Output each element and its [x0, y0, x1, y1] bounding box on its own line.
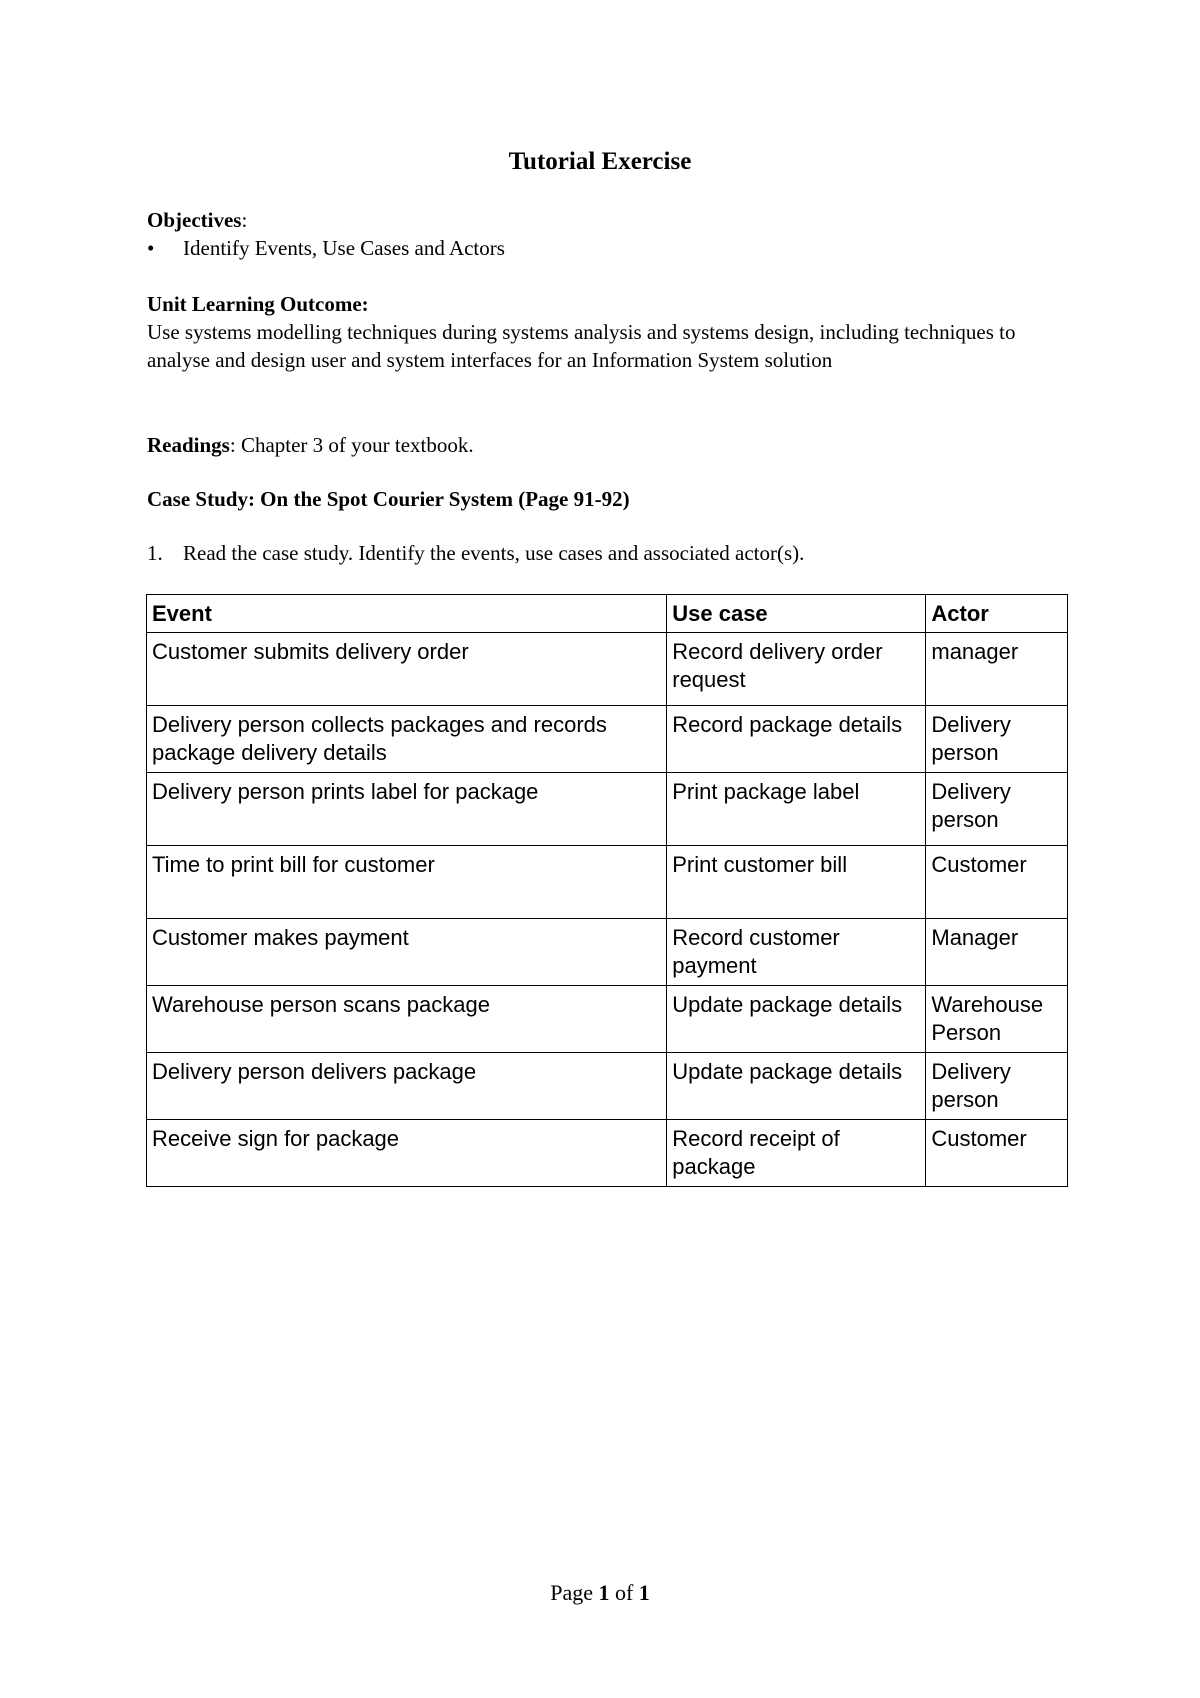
cell-actor: Customer [926, 846, 1068, 919]
case-study-heading: Case Study: On the Spot Courier System (Page 91-92) [147, 487, 630, 511]
table-header-row [147, 595, 1068, 633]
footer-total-pages: 1 [638, 1580, 650, 1605]
cell-use-case: Record receipt of package [667, 1120, 926, 1187]
objective-text: Identify Events, Use Cases and Actors [183, 236, 505, 260]
cell-event: Delivery person collects packages and records package delivery details [147, 706, 667, 773]
readings-label: Readings [147, 433, 230, 457]
table-row [147, 633, 1068, 706]
objectives-section [147, 206, 1047, 262]
objective-item [147, 234, 1047, 262]
events-table [146, 594, 1068, 1187]
footer-of-word: of [614, 1580, 634, 1605]
cell-event: Time to print bill for customer [147, 846, 667, 919]
learning-outcome-section [147, 290, 1047, 374]
footer-current-page: 1 [598, 1580, 610, 1605]
table-row [147, 919, 1068, 986]
readings-text: : Chapter 3 of your textbook. [229, 433, 474, 457]
cell-event: Receive sign for package [147, 1120, 667, 1187]
table-row [147, 773, 1068, 846]
cell-use-case: Update package details [667, 986, 926, 1053]
cell-event: Warehouse person scans package [147, 986, 667, 1053]
table-row [147, 846, 1068, 919]
cell-event: Delivery person prints label for package [147, 773, 667, 846]
question-number: 1. [147, 541, 163, 565]
header-event: Event [147, 595, 667, 633]
readings-section [147, 431, 1047, 459]
document-title: Tutorial Exercise [508, 148, 692, 175]
cell-use-case: Record customer payment [667, 919, 926, 986]
header-use-case: Use case [667, 595, 926, 633]
bullet-icon: • [147, 236, 155, 260]
question-text: Read the case study. Identify the events, use cases and associated actor(s). [183, 541, 805, 565]
learning-outcome-text: Use systems modelling techniques during systems analysis and systems design, including techniques to analyse and design user and system interfaces for an Information System solution [147, 320, 1016, 372]
table-row [147, 1053, 1068, 1120]
cell-use-case: Record package details [667, 706, 926, 773]
cell-actor: Delivery person [926, 706, 1068, 773]
page-footer [0, 1580, 1200, 1606]
cell-use-case: Update package details [667, 1053, 926, 1120]
cell-actor: Delivery person [926, 1053, 1068, 1120]
question-item [147, 539, 1047, 567]
cell-use-case: Print package label [667, 773, 926, 846]
learning-outcome-label: Unit Learning Outcome: [147, 292, 369, 316]
table-row [147, 986, 1068, 1053]
objectives-label-suffix: : [241, 208, 248, 232]
cell-actor: manager [926, 633, 1068, 706]
table-row [147, 1120, 1068, 1187]
table-row [147, 706, 1068, 773]
cell-use-case: Record delivery order request [667, 633, 926, 706]
header-actor: Actor [926, 595, 1068, 633]
cell-actor: Delivery person [926, 773, 1068, 846]
cell-event: Delivery person delivers package [147, 1053, 667, 1120]
cell-use-case: Print customer bill [667, 846, 926, 919]
cell-event: Customer submits delivery order [147, 633, 667, 706]
objectives-label: Objectives [147, 208, 242, 232]
cell-actor: Manager [926, 919, 1068, 986]
cell-actor: Customer [926, 1120, 1068, 1187]
cell-event: Customer makes payment [147, 919, 667, 986]
footer-page-word: Page [550, 1580, 593, 1605]
cell-actor: Warehouse Person [926, 986, 1068, 1053]
